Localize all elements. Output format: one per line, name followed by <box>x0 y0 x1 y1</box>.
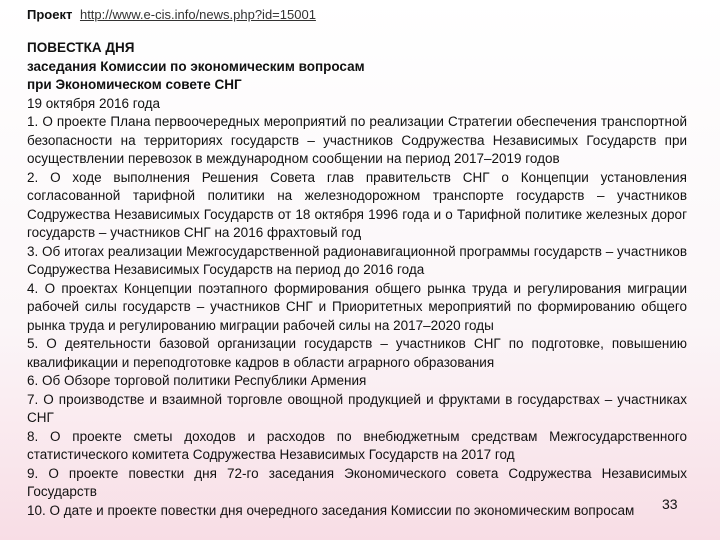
agenda-subtitle-2: при Экономическом совете СНГ <box>27 77 242 92</box>
source-link[interactable]: http://www.e-cis.info/news.php?id=15001 <box>79 7 316 22</box>
agenda-item: 3. Об итогах реализации Межгосударственной радионавигационной программы государств – участников Содружества Независимых Государств на период до 2016 года <box>27 243 687 277</box>
agenda-item: 7. О производстве и взаимной торговле овощной продукцией и фруктами в государствах – участниках СНГ <box>27 391 687 425</box>
agenda-item: 9. О проекте повестки дня 72-го заседания Экономического совета Содружества Независимых Государств <box>27 465 687 499</box>
agenda-item: 1. О проекте Плана первоочередных мероприятий по реализации Стратегии обеспечения транспортной безопасности на территориях государств – участников Содружества Независимых Государств при осуществлении перевозок в международном сообщении на период 2017–2019 годов <box>27 114 687 166</box>
source-label: Проект <box>27 7 73 22</box>
agenda-items <box>27 113 687 520</box>
agenda-item: 5. О деятельности базовой организации государств – участников СНГ по подготовке, повышению квалификации и переподготовке кадров в области аграрного образования <box>27 336 687 370</box>
source-line <box>27 6 687 23</box>
document-page <box>27 6 687 520</box>
agenda-item: 4. О проектах Концепции поэтапного формирования общего рынка труда и регулирования миграции рабочей силы государств – участников СНГ и Приоритетных мероприятий по формированию общего рынка труда и регулированию миграции рабочей силы на 2017–2020 годы <box>27 280 687 333</box>
agenda-subtitle-1: заседания Комиссии по экономическим вопросам <box>27 58 365 74</box>
agenda-heading <box>27 39 687 95</box>
agenda-item: 10. О дате и проекте повестки дня очередного заседания Комиссии по экономическим вопросам <box>27 502 635 518</box>
agenda-item: 2. О ходе выполнения Решения Совета глав правительств СНГ о Концепции установления согласованной тарифной политики на железнодорожном транспорте государств – участников Содружества Независимых Государств от 18 октября 1996 года и о Тарифной политике железных дорог государств – участников СНГ на 2016 фрахтовый год <box>27 169 687 240</box>
agenda-date: 19 октября 2016 года <box>27 95 160 111</box>
agenda-title: ПОВЕСТКА ДНЯ <box>27 40 135 55</box>
agenda-item: 6. Об Обзоре торговой политики Республики Армения <box>27 373 367 388</box>
page-number: 33 <box>662 496 678 512</box>
agenda-item: 8. О проекте сметы доходов и расходов по внебюджетным средствам Межгосударственного статистического комитета Содружества Независимых Государств на 2017 год <box>27 428 687 462</box>
